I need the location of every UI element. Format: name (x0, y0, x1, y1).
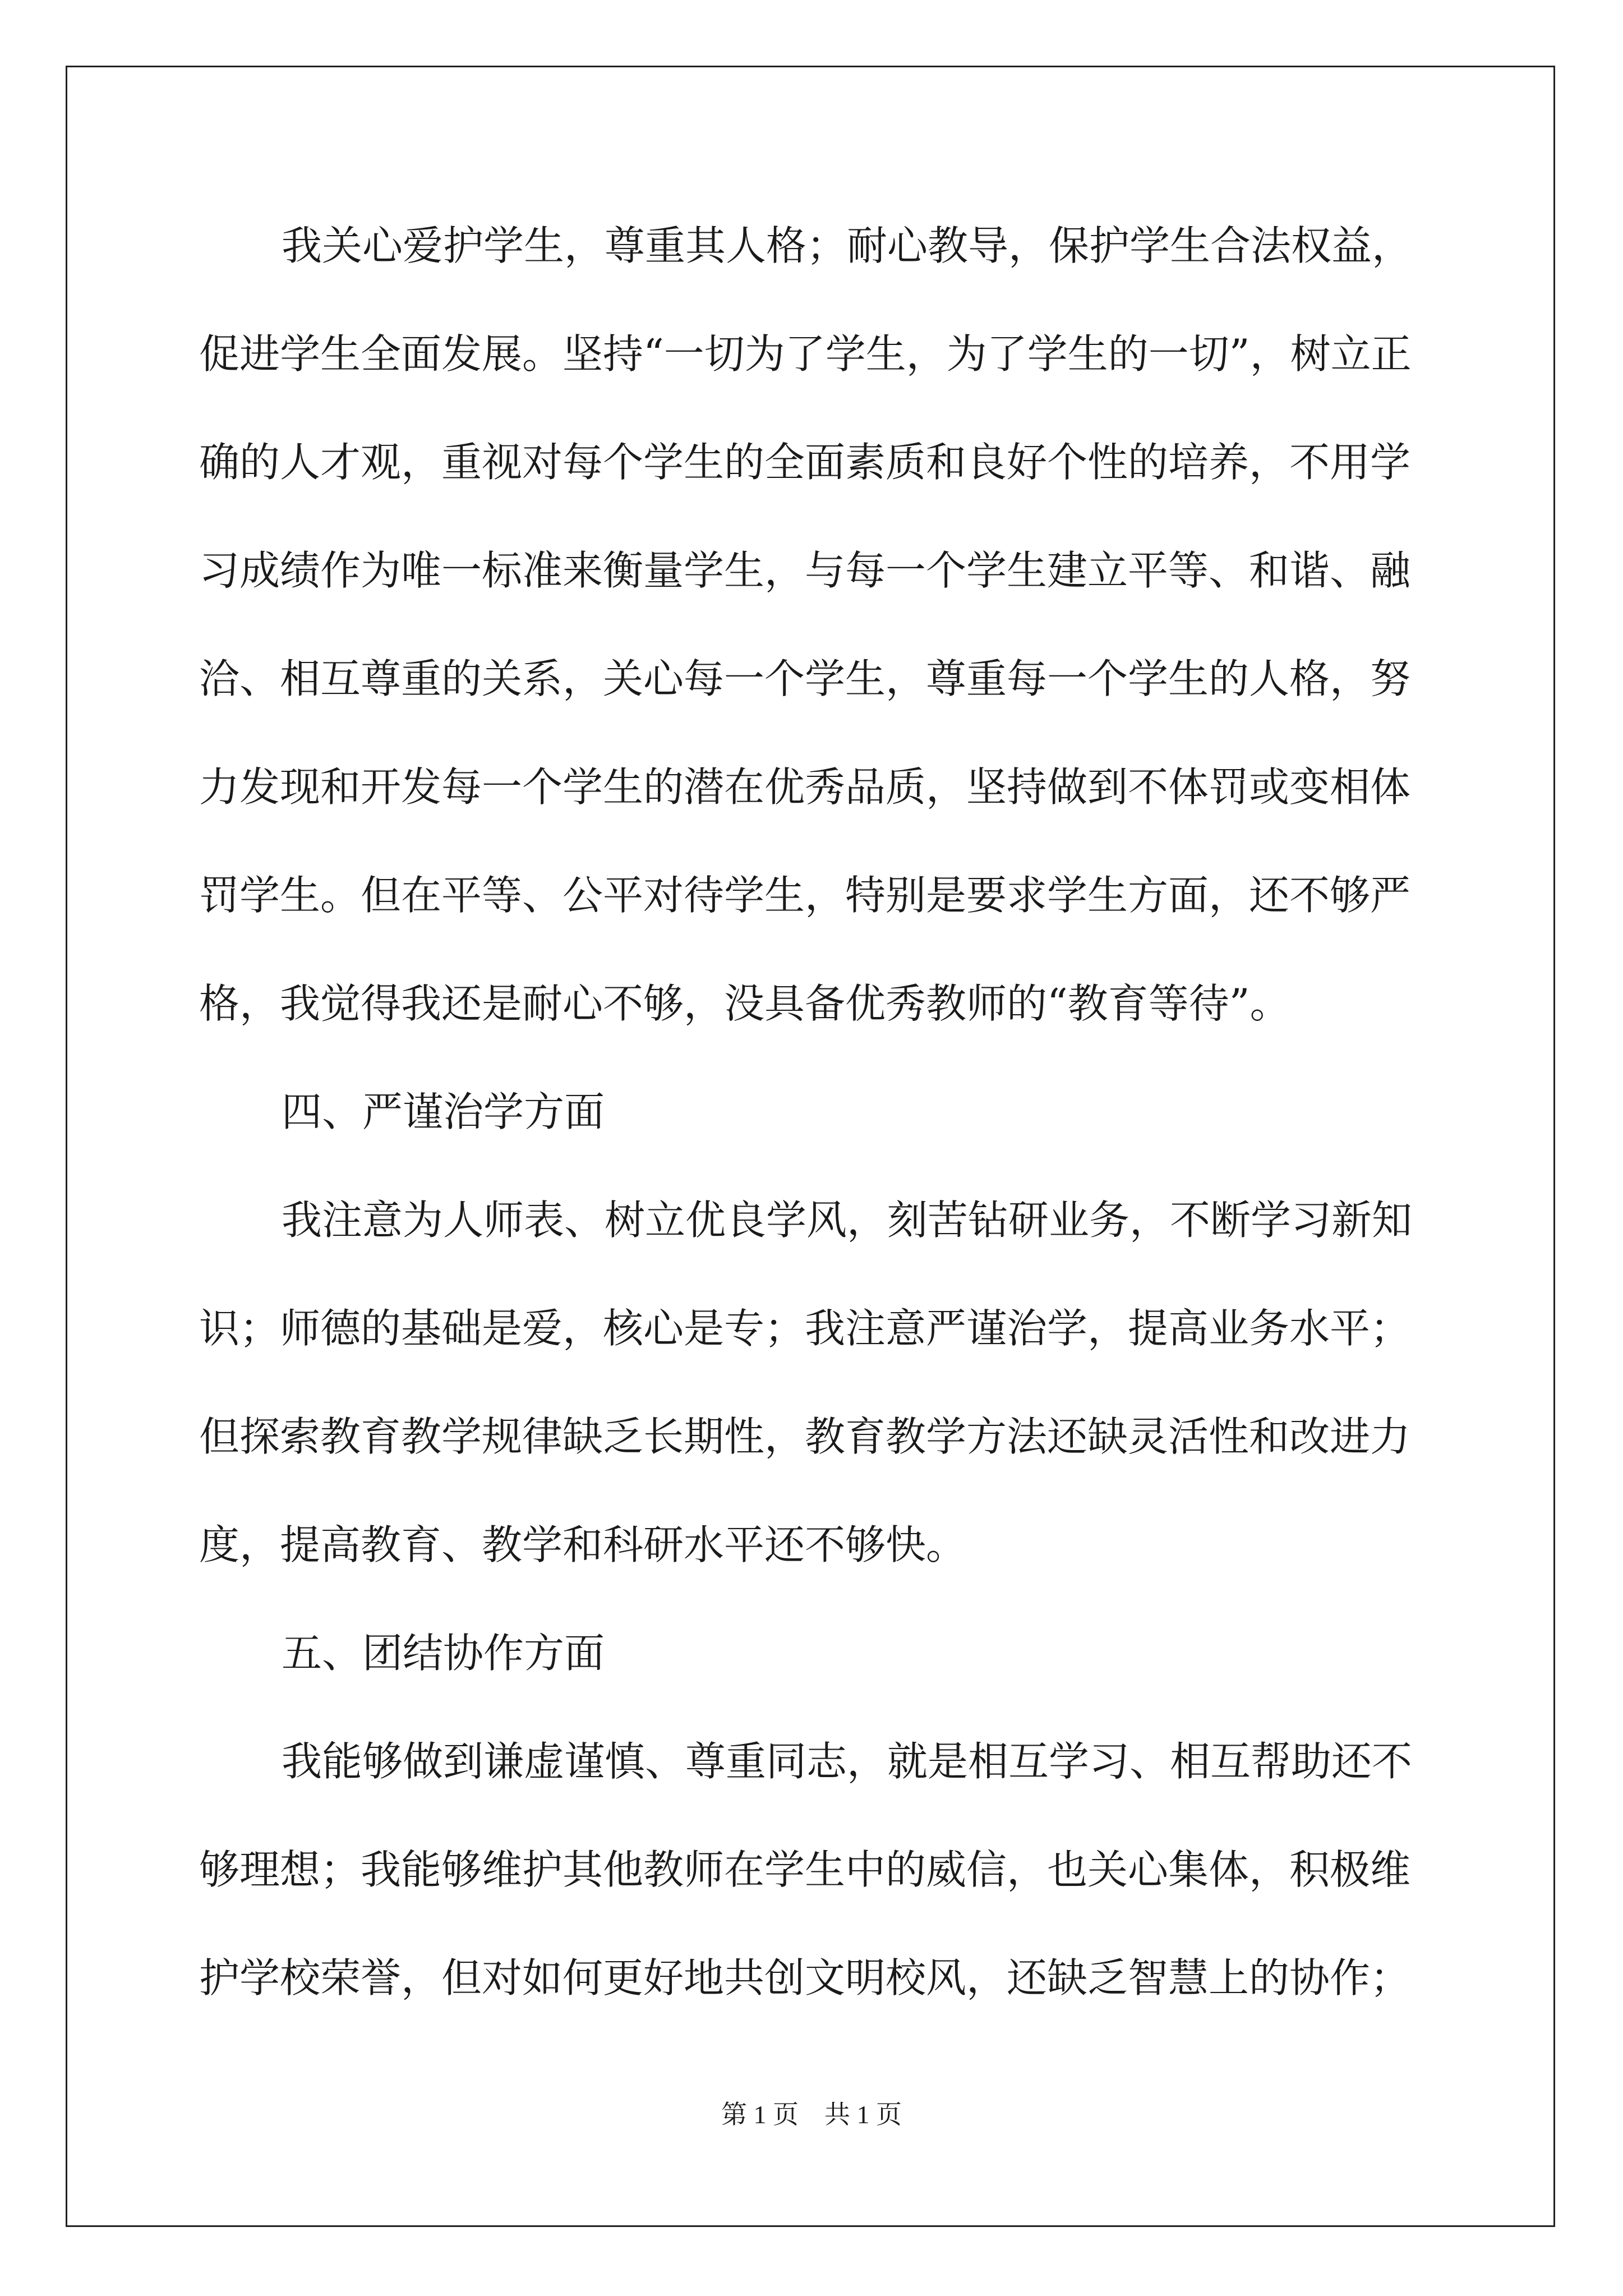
document-body (199, 218, 1416, 2058)
paragraph-line: 我关心爱护学生，尊重其人格；耐心教导，保护学生合法权益， (282, 222, 1413, 269)
paragraph-line: 习成绩作为唯一标准来衡量学生，与每一个学生建立平等、和谐、融 (199, 547, 1411, 594)
section-heading: 五、团结协作方面 (282, 1630, 605, 1677)
paragraph-line: 格，我觉得我还是耐心不够，没具备优秀教师的“教育等待”。 (199, 980, 1290, 1027)
paragraph-line: 够理想；我能够维护其他教师在学生中的威信，也关心集体，积极维 (199, 1846, 1411, 1893)
paragraph-line: 促进学生全面发展。坚持“一切为了学生，为了学生的一切”，树立正 (199, 330, 1412, 378)
paragraph-line: 罚学生。但在平等、公平对待学生，特别是要求学生方面，还不够严 (199, 872, 1411, 919)
paragraph-line: 我能够做到谦虚谨慎、尊重同志，就是相互学习、相互帮助还不 (282, 1738, 1413, 1785)
paragraph-line: 护学校荣誉，但对如何更好地共创文明校风，还缺乏智慧上的协作； (199, 1954, 1411, 2001)
section-heading: 四、严谨治学方面 (282, 1088, 605, 1135)
paragraph-line: 洽、相互尊重的关系，关心每一个学生，尊重每一个学生的人格，努 (199, 655, 1411, 702)
paragraph-line: 我注意为人师表、树立优良学风，刻苦钻研业务，不断学习新知 (282, 1197, 1413, 1244)
paragraph-line: 但探索教育教学规律缺乏长期性，教育教学方法还缺灵活性和改进力 (199, 1413, 1411, 1460)
page-footer: 第 1 页 共 1 页 (721, 2100, 902, 2129)
paragraph-line: 确的人才观，重视对每个学生的全面素质和良好个性的培养，不用学 (199, 439, 1411, 486)
paragraph-line: 力发现和开发每一个学生的潜在优秀品质，坚持做到不体罚或变相体 (199, 763, 1411, 811)
paragraph-line: 度，提高教育、教学和科研水平还不够快。 (199, 1521, 967, 1568)
paragraph-line: 识；师德的基础是爱，核心是专；我注意严谨治学，提高业务水平； (199, 1305, 1411, 1352)
